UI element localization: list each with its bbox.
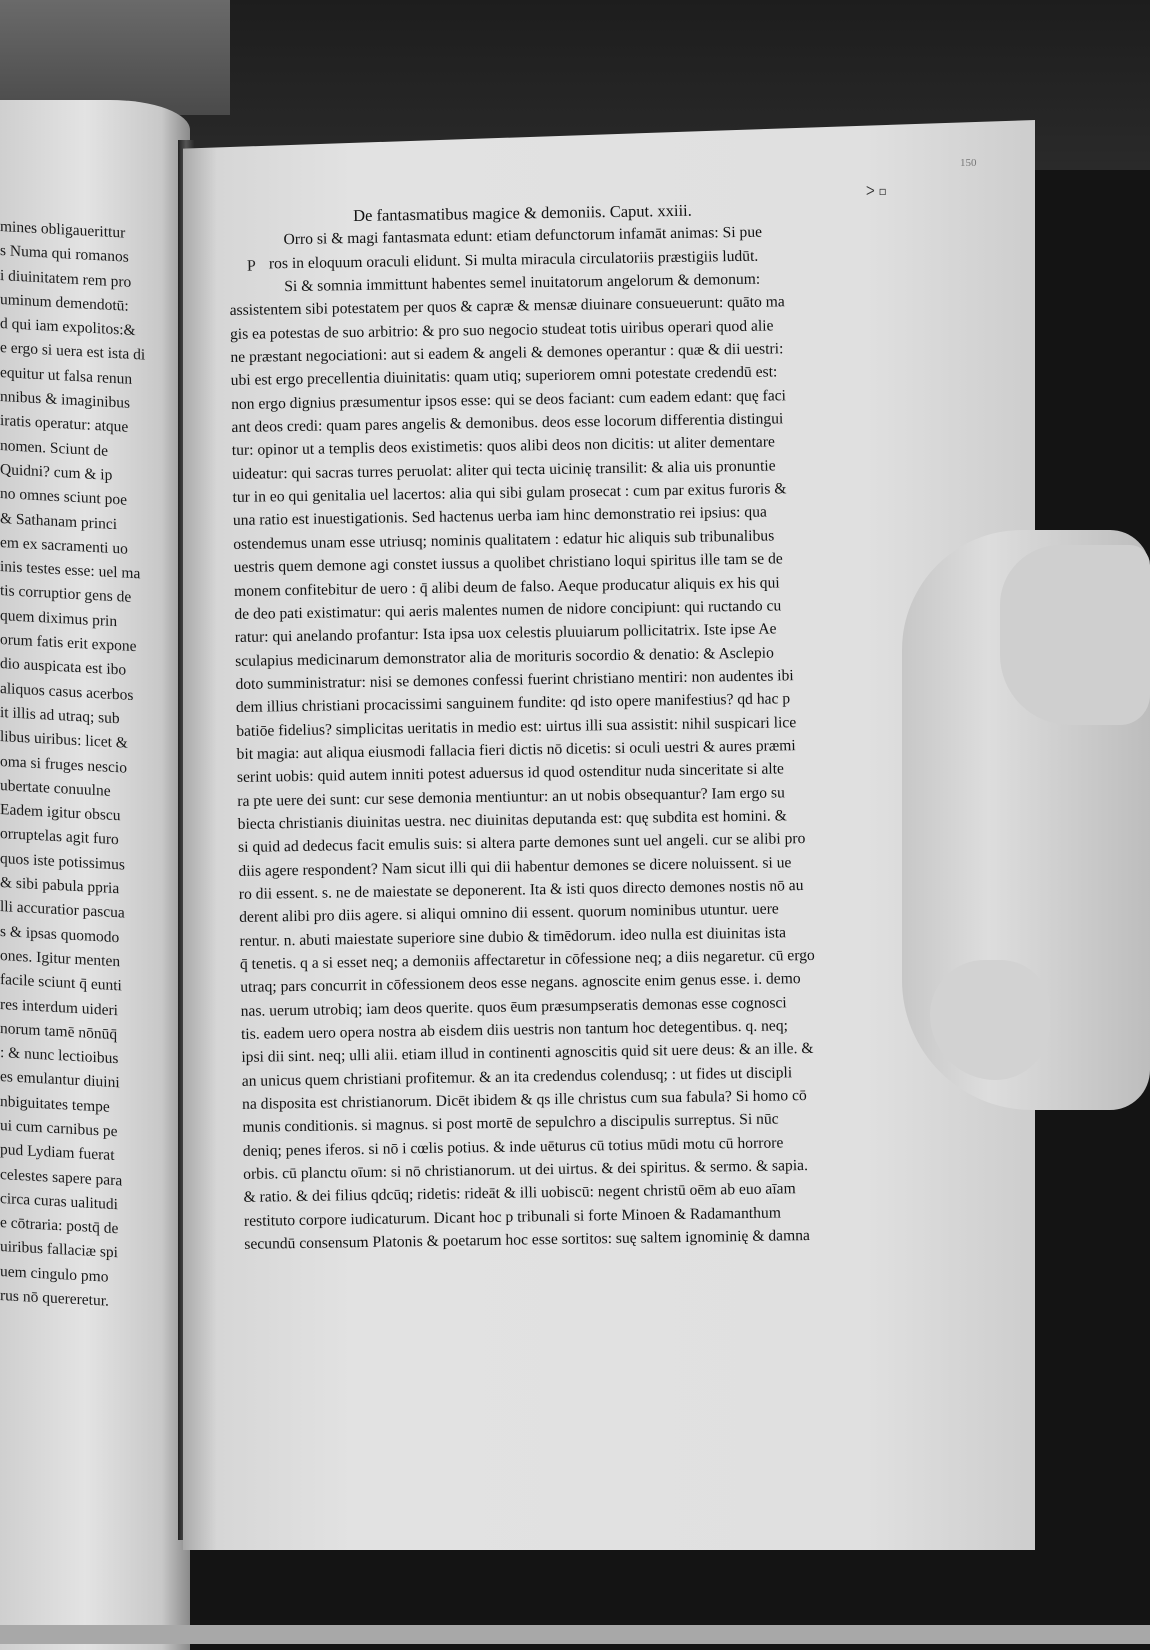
text-line: tis. eadem uero opera nostra ab eisdem diis uestris non tantum hoc detegentibus. q. neq; — [240, 1017, 789, 1043]
left-page-line: inis testes esse: uel ma — [0, 558, 141, 583]
background-light-patch — [0, 0, 230, 115]
body-text — [228, 219, 924, 1257]
text-line: Orro si & magi fantasmata edunt: etiam defunctorum infamāt animas: Si pue — [283, 223, 763, 249]
left-page-line: no omnes sciunt poe — [0, 485, 127, 509]
left-page-line: quem diximus prin — [0, 606, 118, 630]
left-page-line: em ex sacramenti uo — [0, 533, 128, 558]
text-line: una ratio est inuestigationis. Sed hactenus uerba iam hinc demonstratio rei ipsius: qua — [232, 504, 767, 530]
left-page-line: nnibus & imaginibus — [0, 388, 131, 412]
right-page-text-block — [228, 195, 924, 1256]
left-page-line: libus uiribus: licet & — [0, 728, 128, 752]
left-page-line: Eadem igitur obscu — [0, 801, 121, 825]
text-line: uideatur: qui sacras turres peruolat: aliter qui tecta uicinię transilit: & alia uis pronuntie — [232, 457, 776, 483]
left-page-line: ubertate conuulne — [0, 776, 111, 800]
left-page-line: i diuinitatem rem pro — [0, 266, 132, 291]
left-page-line: s Numa qui romanos — [0, 242, 129, 267]
left-page-line: e ergo si uera est ista di — [0, 339, 146, 365]
text-line: de deo pati existimatur: qui aeris malentes numen de nidore concipiunt: qui ructando cu — [234, 597, 782, 623]
left-page-line: orruptelas agit furo — [0, 825, 119, 849]
left-page-line: ones. Igitur menten — [0, 946, 121, 971]
text-line: non ergo dignius præsumentur ipsos esse: qui se deos faciant: cum eadem edant: quę faci — [230, 387, 787, 413]
finger — [1000, 545, 1150, 725]
text-line: biecta christianis diuinitas uestra. nec diuinitas deputanda est: quę subdita est homini. & — [237, 807, 787, 833]
left-page-line: uem cingulo pmo — [0, 1262, 109, 1286]
text-line: ratur: qui anelando profantur: Ista ipsa uox celestis pluuiarum pollicitatrix. Iste ipse Ae — [234, 620, 777, 647]
left-page-line: it illis ad utraq; sub — [0, 703, 120, 728]
text-line: deniq; penes iferos. si nō i cœlis potius. & inde uēturus cū totius mūdi motu cū horrore — [242, 1134, 784, 1160]
text-line: tur in eo qui genitalia uel lacertos: alia qui sibi gulam prosecat : cum par exitus furoris & — [232, 480, 787, 507]
left-page-line: iratis operatur: atque — [0, 412, 129, 437]
text-line: ro dii essent. s. ne de maiestate se deponerent. Ita & isti quos directo demones nostis nō au — [238, 877, 804, 903]
text-line: orbis. cū planctu oīum: si nō christianorum. ut dei uirtus. & dei spiritus. & sermo. & sapia. — [243, 1157, 809, 1183]
left-page-line: es emulantur diuini — [0, 1068, 120, 1092]
text-line: restituto corpore iudicaturum. Dicant hoc p tribunali si forte Minoen & Radamanthum — [243, 1204, 782, 1230]
text-line: diis agere respondent? Nam sicut illi qui dii habentur demones se dicere noluissent. si ue — [238, 853, 792, 880]
left-page-line: & sibi pabula ppria — [0, 874, 120, 898]
text-line: doto sumministratur: nisi se demones confessi fuerint christiano mentiri: non audentes ibi — [235, 667, 794, 693]
folio-number: 150 — [960, 157, 977, 169]
left-page-line: ui cum carnibus pe — [0, 1117, 118, 1141]
text-line: munis conditionis. si magnus. si post mortē de sepulchro a discipulis surreptus. Si nūc — [242, 1110, 779, 1137]
text-line: gis ea potestas de suo arbitrio: & pro suo negocio studeat totis uiribus operari quod alie — [229, 317, 774, 343]
text-line: ne præstant negociationi: aut si eadem & angeli & demones operantur : quæ & dii uestri: — [230, 340, 784, 367]
text-line-content: ros in eloquum oraculi elidunt. Si multa miracula circulatoriis præstigiis ludūt. — [268, 247, 759, 273]
bottom-edge — [0, 1625, 1150, 1644]
left-page-line: quos iste potissimus — [0, 849, 125, 874]
left-page-line: dio auspicata est ibo — [0, 655, 127, 679]
left-page-line: pud Lydiam fuerat — [0, 1141, 115, 1165]
left-page-line: circa curas ualitudi — [0, 1189, 118, 1214]
left-page-line: facile sciunt q̄ eunti — [0, 971, 122, 995]
left-page-line: : & nunc lectioibus — [0, 1044, 119, 1068]
left-page-line: equitur ut falsa renun — [0, 363, 133, 388]
text-line: ant deos credi: quam pares angelis & demonibus. deos esse locorum differentia distingui — [231, 410, 784, 437]
left-page-line: s & ipsas quomodo — [0, 922, 120, 946]
left-page-line: d qui iam expolitos:& — [0, 315, 136, 340]
left-page-line: oma si fruges nescio — [0, 752, 127, 777]
left-page-line: norum tamē nōnūq̄ — [0, 1019, 118, 1043]
left-page-line: nbiguitates tempe — [0, 1092, 110, 1116]
left-page-text — [0, 215, 190, 1318]
text-line: secundū consensum Platonis & poetarum hoc esse sortitos: suę saltem ignominię & damna — [244, 1227, 811, 1253]
left-page-line: & Sathanam princi — [0, 509, 118, 533]
left-page-line: mines obligauerittur — [0, 218, 126, 242]
initial-letter: P — [246, 257, 256, 275]
left-page-line: aliquos casus acerbos — [0, 679, 134, 704]
left-page-line: nomen. Sciunt de — [0, 436, 109, 460]
text-line: & ratio. & dei filius qdcūq; ridetis: rideāt & illi uobiscū: negent christū oēm ab euo aīam — [243, 1180, 796, 1207]
left-page-line: celestes sapere para — [0, 1165, 123, 1190]
text-line: tur: opinor ut a templis deos existimetis: quos alibi deos non dicitis: ut aliter dementare — [231, 433, 776, 460]
text-line: sculapius medicinarum demonstrator alia de morituris socordio & denatio: & Asclepio — [235, 644, 774, 670]
chapter-heading: De fantasmatibus magice & demoniis. Caput. xxiii. — [353, 200, 692, 226]
left-page-line: rus nō quereretur. — [0, 1287, 109, 1310]
text-line: bit magia: aut aliqua eiusmodi fallacia fieri dictis nō dicetis: si oculi uestri & aures præmi — [236, 737, 796, 763]
text-line: assistentem sibi potestatem per quos & capræ & mensæ diuinare consueuerunt: quāto ma — [229, 293, 785, 320]
text-line: utraq; pars concurrit in cōfessionem deos esse negans. agnoscite enim genus esse. i. demo — [240, 970, 801, 997]
text-line: ra pte uere dei sunt: cur sese demonia mentiuntur: an ut nobis obsequantur? Iam ergo su — [237, 783, 785, 810]
text-line: rentur. n. abuti maiestate superiore sine dubio & timēdorum. ideo nulla est diuinitas ista — [239, 923, 787, 950]
left-page-line: e cōtraria: postq̄ de — [0, 1214, 119, 1238]
text-line: ubi est ergo precellentia diuinitatis: quam utiq; superiorem omni potestate credendū est: — [230, 363, 778, 390]
text-line: an unicus quem christiani profitemur. & an ita credendus colendusq; : ut fides ut discipli — [241, 1063, 793, 1090]
left-page-line: tis corruptior gens de — [0, 582, 132, 607]
text-line: q̄ tenetis. q a si esset neq; a demoniis affectaretur in cōfessione neq; a diis negaretur. cū ergo — [239, 946, 815, 973]
text-line: na disposita est christianorum. Dicēt ibidem & qs ille christus cum sua fabula? Si homo cō — [241, 1087, 807, 1113]
left-page-line: res interdum uideri — [0, 995, 118, 1019]
text-line: monem confitebitur de uero : q̄ alibi deum de falso. Aeque producatur aliquis ex his qui — [233, 573, 780, 600]
left-page-line: lli accuratior pascua — [0, 898, 125, 922]
left-page-line: uiribus fallaciæ spi — [0, 1238, 118, 1262]
text-line: dem illius christiani procacissimi sanguinem fundite: qd isto opere manifestius? qd hac p — [235, 690, 791, 717]
text-line: derent alibi pro diis agere. si aliqui omnino dii essent. quorum nominibus utuntur. uere — [239, 900, 779, 927]
left-page — [0, 100, 190, 1650]
text-line: serint uobis: quid autem inniti potest aduersus id quod ostenditur nuda sinceritate si alte — [236, 760, 785, 787]
left-page-line: orum fatis erit expone — [0, 631, 137, 656]
text-line: nas. uerum utrobiq; iam deos querite. quos ēum præsumpseratis demonas esse cognosci — [240, 994, 787, 1020]
text-line: si quid ad dedecus facit emulis suis: si altera parte demones sunt uel angeli. cur se alibi pro — [237, 830, 806, 857]
left-page-line: Quidni? cum & ip — [0, 460, 113, 484]
text-line: ipsi dii sint. neq; ulli alii. etiam illud in continenti agnoscitis quid sit uere deus: & an ille. & — [241, 1040, 814, 1067]
text-line: Si & somnia immittunt habentes semel inuitatorum angelorum & demonum: — [284, 270, 761, 296]
left-page-line: uminum demendotū: — [0, 290, 129, 315]
text-line: uestris quem demone agi constet iussus a quolibet christiano loqui spiritus ille tam se de — [233, 550, 783, 577]
text-line: batiōe fidelius? simplicitas ueritatis in medio est: uirtus illi sua assistit: nihil suspicari lice — [236, 713, 797, 740]
text-line: ostendemus unam esse utriusq; nominis qualitatem : edatur hic aliquis sub tribunalibus — [233, 527, 775, 553]
page-marks: ᐳ ▫ — [866, 184, 887, 198]
